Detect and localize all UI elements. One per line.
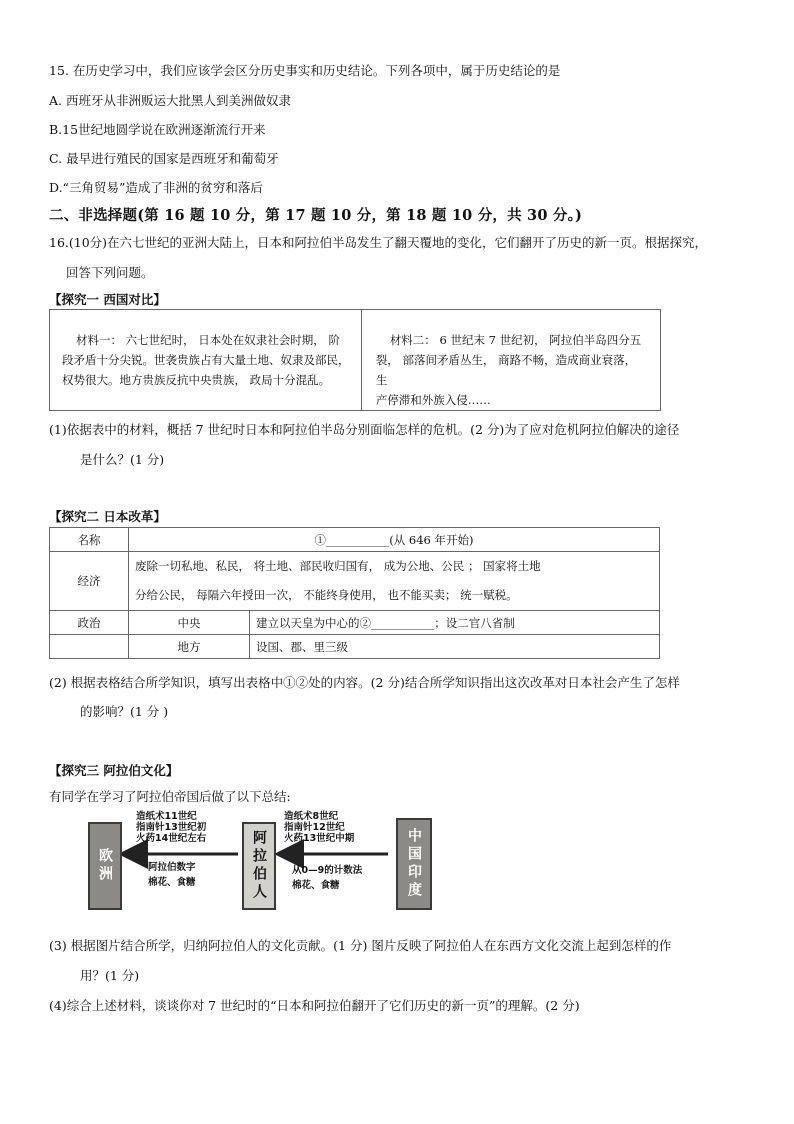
q15-option-a: A. 西班牙从非洲贩运大批黑人到美洲做奴隶 bbox=[49, 93, 291, 108]
material1-cell bbox=[50, 310, 362, 411]
q15-option-b: B.15世纪地圆学说在欧洲逐渐流行开来 bbox=[49, 122, 266, 137]
local-value: 设国、郡、里三级 bbox=[250, 635, 660, 659]
material2-line: 产停滞和外族入侵…… bbox=[375, 393, 491, 407]
material1-line: 权势很大。地方贵族反抗中央贵族， 政局十分混乱。 bbox=[62, 373, 331, 387]
reform-table bbox=[49, 527, 660, 659]
q16-stem-line2: 回答下列问题。 bbox=[66, 265, 154, 280]
europe-box: 欧洲 bbox=[88, 822, 122, 910]
material-table bbox=[49, 309, 661, 411]
sub4-line1: (4)综合上述材料，谈谈你对 7 世纪时的“日本和阿拉伯翻开了它们历史的新一页”的理解。(2 分) bbox=[49, 998, 580, 1013]
china-india-box: 中国印度 bbox=[396, 818, 432, 910]
explore3-title: 【探究三 阿拉伯文化】 bbox=[49, 763, 179, 778]
sub3-line2: 用？(1 分) bbox=[80, 968, 140, 983]
diagram-label: 指南针13世纪初 bbox=[136, 822, 207, 833]
material1-line: 材料一： 六七世纪时， 日本处在奴隶社会时期， 阶 bbox=[76, 333, 340, 347]
diagram-label: 指南针12世纪 bbox=[284, 822, 345, 833]
material2-line: 裂， 部落间矛盾丛生， 商路不畅，造成商业衰落， 生 bbox=[375, 353, 637, 387]
right-bottom-labels bbox=[292, 863, 362, 893]
left-bottom-labels bbox=[148, 860, 196, 890]
culture-exchange-diagram bbox=[88, 809, 434, 910]
arab-box: 阿拉伯人 bbox=[242, 822, 276, 910]
q15-stem: 15. 在历史学习中，我们应该学会区分历史事实和历史结论。下列各项中，属于历史结论的是 bbox=[49, 63, 561, 78]
diagram-label: 阿拉伯数字 bbox=[148, 862, 196, 873]
sub1-line2: 是什么？(1 分) bbox=[80, 452, 165, 467]
diagram-label: 火药13世纪中期 bbox=[284, 833, 355, 844]
explore2-title: 【探究二 日本改革】 bbox=[49, 509, 166, 524]
material1-line: 段矛盾十分尖锐。世袭贵族占有大量土地、奴隶及部民， bbox=[62, 353, 350, 367]
sub2-line2: 的影响？(1 分 ) bbox=[80, 704, 169, 719]
central-label: 中央 bbox=[129, 611, 250, 635]
diagram-label: 棉花、食糖 bbox=[148, 877, 196, 888]
sub3-line1: (3) 根据图片结合所学，归纳阿拉伯人的文化贡献。(1 分) 图片反映了阿拉伯人在东西方文化交流上起到怎样的作 bbox=[49, 938, 672, 953]
sub1-line1: (1)依据表中的材料，概括 7 世纪时日本和阿拉伯半岛分别面临怎样的危机。(2 分)为了应对危机阿拉伯解决的途径 bbox=[49, 422, 680, 437]
sub2-line1: (2) 根据表格结合所学知识，填写出表格中①②处的内容。(2 分)结合所学知识指出这次改革对日本社会产生了怎样 bbox=[49, 675, 680, 690]
central-value: 建立以天皇为中心的②___________；设二官八省制 bbox=[250, 611, 660, 635]
explore1-title: 【探究一 西国对比】 bbox=[49, 292, 166, 307]
left-top-labels bbox=[136, 811, 206, 844]
material2-cell bbox=[361, 310, 660, 411]
row-econ-value bbox=[129, 552, 660, 611]
q15-option-d: D.“三角贸易”造成了非洲的贫穷和落后 bbox=[49, 180, 263, 195]
material2-line: 材料二： 6 世纪末 7 世纪初， 阿拉伯半岛四分五 bbox=[389, 333, 642, 347]
local-label: 地方 bbox=[129, 635, 250, 659]
section-title: 二、非选择题(第 16 题 10 分，第 17 题 10 分，第 18 题 10 分，共 30 分。) bbox=[49, 207, 583, 224]
diagram-label: 棉花、食糖 bbox=[292, 880, 340, 891]
row-pol-label: 政治 bbox=[50, 611, 129, 635]
row-name-value: ①___________(从 646 年开始) bbox=[129, 528, 660, 552]
row-econ-label: 经济 bbox=[50, 552, 129, 611]
diagram-label: 造纸术8世纪 bbox=[284, 811, 339, 822]
right-top-labels bbox=[284, 811, 354, 844]
explore3-intro: 有同学在学习了阿拉伯帝国后做了以下总结: bbox=[49, 789, 291, 804]
econ-line: 分给公民， 每隔六年授田一次， 不能终身使用， 也不能买卖； 统一赋税。 bbox=[135, 588, 518, 602]
diagram-label: 从0—9的计数法 bbox=[292, 865, 363, 876]
q15-option-c: C. 最早进行殖民的国家是西班牙和葡萄牙 bbox=[49, 151, 279, 166]
row-name-label: 名称 bbox=[50, 528, 129, 552]
row-pol-empty bbox=[50, 635, 129, 659]
diagram-label: 火药14世纪左右 bbox=[136, 833, 207, 844]
q16-stem-line1: 16.(10分)在六七世纪的亚洲大陆上，日本和阿拉伯半岛发生了翻天覆地的变化，它们翻开了历史的新一页。根据探究， bbox=[49, 235, 708, 250]
diagram-label: 造纸术11世纪 bbox=[136, 811, 197, 822]
econ-line: 废除一切私地、私民， 将土地、部民收归国有， 成为公地、公民 ； 国家将土地 bbox=[135, 559, 541, 573]
